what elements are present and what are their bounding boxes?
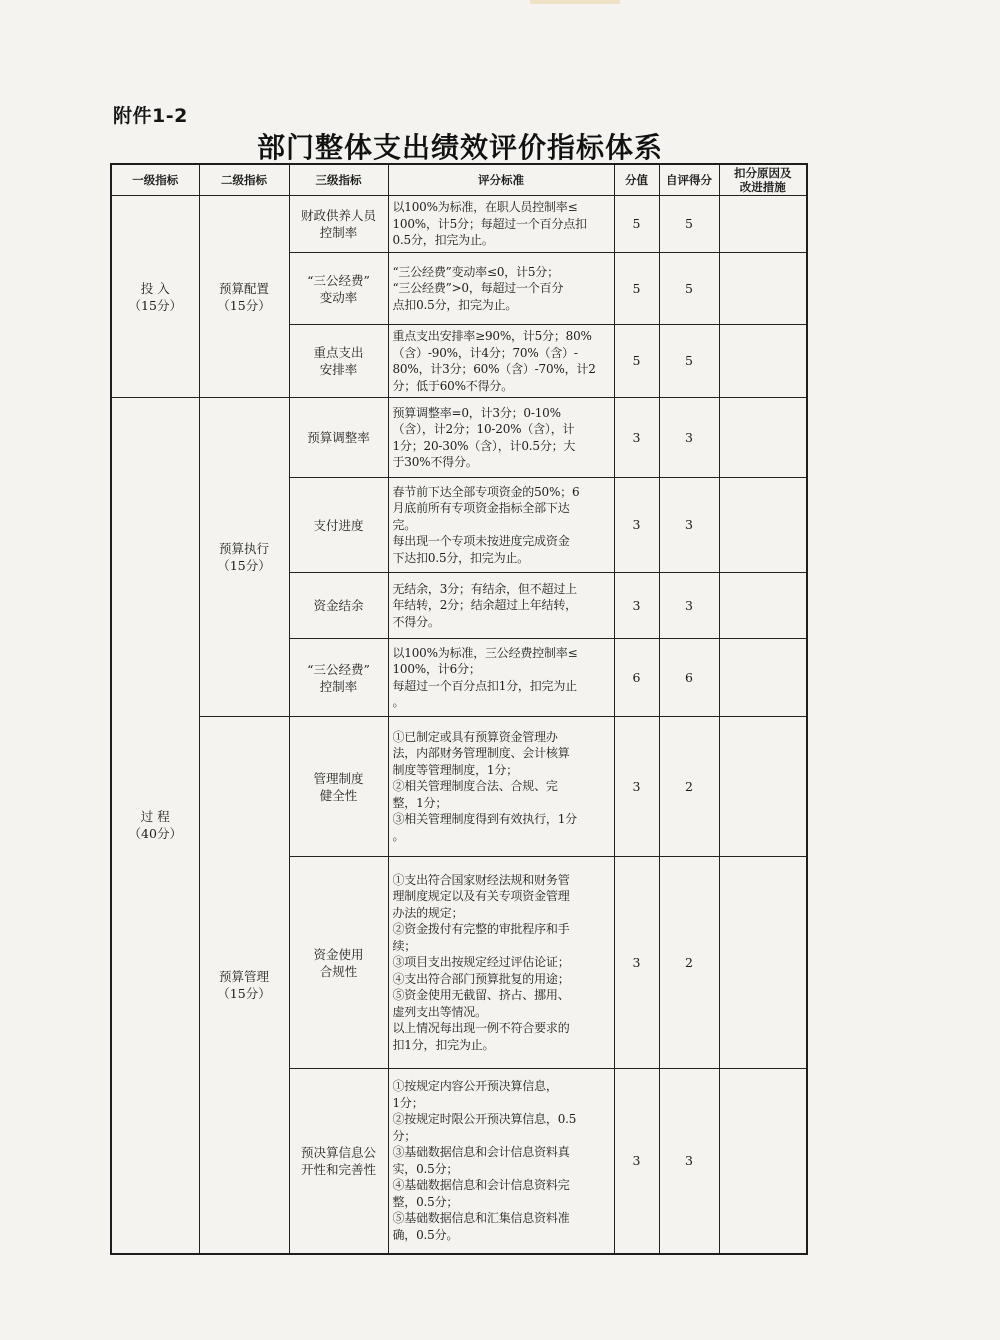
self-score-cell: 2: [659, 857, 719, 1069]
table-row: [111, 717, 807, 857]
indicator-line: 控制率: [319, 678, 358, 694]
indicator-line: 资金结余: [313, 598, 364, 613]
score-cell: 3: [614, 398, 659, 478]
criteria-line: 以100%为标准，三公经费控制率≤: [392, 645, 578, 660]
level2-cell: [199, 398, 289, 717]
criteria-line: 虚列支出等情况。: [392, 1004, 487, 1019]
indicator-cell: [289, 253, 388, 325]
self-score-cell: 3: [659, 1069, 719, 1254]
criteria-line: ④基础数据信息和会计信息资料完: [392, 1178, 570, 1193]
criteria-line: 1分；: [392, 1095, 424, 1110]
criteria-line: ③相关管理制度得到有效执行，1分: [392, 812, 577, 827]
criteria-line: 续；: [392, 938, 417, 953]
criteria-line: 100%，计6分；: [392, 662, 481, 676]
level2-cell: [199, 196, 289, 398]
criteria-line: 扣1分，扣完为止。: [392, 1037, 495, 1052]
level2-points: （15分）: [217, 297, 271, 313]
attachment-label: 附件1-2: [113, 105, 188, 127]
indicator-line: 变动率: [319, 289, 358, 305]
criteria-cell: [388, 857, 614, 1069]
score-cell: 3: [614, 478, 659, 573]
criteria-cell: [388, 398, 614, 478]
criteria-line: 于30%不得分。: [392, 455, 478, 469]
header-level1: 一级指标: [111, 164, 199, 196]
deduction-cell: [719, 398, 807, 478]
indicator-cell: [289, 196, 388, 253]
criteria-line: 办法的规定；: [392, 905, 464, 920]
header-self-score: 自评得分: [659, 164, 719, 196]
indicator-line: 开性和完善性: [300, 1161, 376, 1177]
self-score-cell: 2: [659, 717, 719, 857]
score-cell: 3: [614, 1069, 659, 1254]
indicator-line: 资金使用: [313, 946, 364, 962]
indicator-cell: [289, 857, 388, 1069]
self-score-cell: 3: [659, 478, 719, 573]
criteria-line: 无结余，3分；有结余，但不超过上: [392, 581, 577, 596]
deduction-cell: [719, 573, 807, 639]
self-score-cell: 5: [659, 325, 719, 398]
header-criteria: 评分标准: [388, 164, 614, 196]
deduction-cell: [719, 639, 807, 717]
criteria-line: （含），计2分；10-20%（含），计: [392, 422, 575, 436]
criteria-cell: [388, 717, 614, 857]
header-deduction-line1: 扣分原因及: [734, 166, 792, 180]
criteria-line: 0.5分，扣完为止。: [392, 233, 494, 248]
level2-name: 预算执行: [218, 541, 269, 556]
criteria-line: 点扣0.5分，扣完为止。: [392, 297, 518, 312]
criteria-line: 确，0.5分。: [392, 1227, 459, 1242]
indicator-cell: [289, 717, 388, 857]
score-cell: 5: [614, 196, 659, 253]
criteria-line: 分；低于60%不得分。: [392, 378, 513, 393]
deduction-cell: [719, 325, 807, 398]
criteria-line: 重点支出安排率≥90%，计5分；80%: [392, 329, 592, 343]
indicator-cell: [289, 325, 388, 398]
criteria-line: ②资金拨付有完整的审批程序和手: [392, 922, 570, 937]
criteria-line: 理制度规定以及有关专项资金管理: [392, 889, 570, 904]
indicator-line: 重点支出: [313, 345, 364, 360]
indicator-line: “三公经费”: [307, 661, 370, 677]
level1-name: 过 程: [140, 809, 170, 825]
criteria-line: ③项目支出按规定经过评估论证；: [392, 955, 570, 970]
indicator-cell: [289, 1069, 388, 1254]
criteria-line: 法，内部财务管理制度、会计核算: [392, 746, 570, 761]
score-cell: 3: [614, 857, 659, 1069]
criteria-line: 春节前下达全部专项资金的50%；6: [392, 484, 580, 499]
indicator-line: 管理制度: [313, 770, 364, 786]
scan-edge-mark: [530, 0, 620, 4]
criteria-line: 月底前所有专项资金指标全部下达: [392, 501, 570, 516]
criteria-line: 以100%为标准，在职人员控制率≤: [392, 200, 578, 215]
deduction-cell: [719, 253, 807, 325]
criteria-line: ③基础数据信息和会计信息资料真: [392, 1145, 570, 1160]
criteria-cell: [388, 325, 614, 398]
deduction-cell: [719, 478, 807, 573]
header-deduction: [719, 164, 807, 196]
level1-points: （40分）: [128, 826, 182, 842]
level1-name: 投 入: [140, 280, 170, 296]
criteria-line: 。: [392, 695, 405, 709]
indicator-cell: [289, 478, 388, 573]
criteria-line: 制度等管理制度，1分；: [392, 762, 518, 777]
criteria-line: 年结转，2分；结余超过上年结转，: [392, 598, 577, 613]
self-score-cell: 3: [659, 398, 719, 478]
criteria-line: “三公经费”变动率≤0，计5分；: [392, 264, 559, 279]
deduction-cell: [719, 196, 807, 253]
indicator-line: 支付进度: [313, 517, 364, 533]
header-row: [111, 164, 807, 196]
criteria-cell: [388, 639, 614, 717]
document-title: 部门整体支出绩效评价指标体系: [256, 131, 663, 164]
level2-points: （15分）: [217, 558, 271, 573]
criteria-line: 整，1分；: [392, 795, 448, 810]
indicator-table: [110, 163, 808, 1255]
criteria-line: 100%，计5分；每超过一个百分点扣: [392, 216, 587, 231]
indicator-line: 合规性: [319, 963, 358, 979]
indicator-line: “三公经费”: [307, 272, 370, 288]
criteria-line: （含）-90%，计4分；70%（含）-: [392, 345, 578, 360]
level2-points: （15分）: [217, 985, 271, 1001]
criteria-line: ①支出符合国家财经法规和财务管: [392, 872, 570, 887]
criteria-line: 完。: [392, 517, 417, 532]
criteria-line: 实，0.5分；: [392, 1161, 459, 1176]
level1-points: （15分）: [128, 297, 182, 313]
header-level3: 三级指标: [289, 164, 388, 196]
criteria-line: ②相关管理制度合法、合规、完: [392, 779, 558, 794]
level2-name: 预算管理: [218, 968, 269, 984]
criteria-line: 1分；20-30%（含），计0.5分；大: [392, 438, 576, 453]
criteria-line: 下达扣0.5分，扣完为止。: [392, 550, 529, 565]
criteria-cell: [388, 478, 614, 573]
header-level2: 二级指标: [199, 164, 289, 196]
criteria-line: ⑤资金使用无截留、挤占、挪用、: [392, 988, 570, 1003]
score-cell: 5: [614, 253, 659, 325]
criteria-line: 。: [392, 828, 405, 843]
criteria-line: 整，0.5分；: [392, 1194, 459, 1209]
indicator-line: 健全性: [319, 787, 358, 803]
criteria-cell: [388, 1069, 614, 1254]
table-row: [111, 398, 807, 478]
criteria-line: 预算调整率=0，计3分；0-10%: [392, 405, 561, 420]
self-score-cell: 5: [659, 253, 719, 325]
criteria-cell: [388, 253, 614, 325]
self-score-cell: 3: [659, 573, 719, 639]
criteria-line: “三公经费”>0，每超过一个百分: [392, 281, 564, 296]
criteria-line: 80%，计3分；60%（含）-70%，计2: [392, 362, 596, 376]
indicator-cell: [289, 573, 388, 639]
criteria-line: ①按规定内容公开预决算信息，: [392, 1079, 558, 1094]
score-cell: 3: [614, 573, 659, 639]
score-cell: 6: [614, 639, 659, 717]
criteria-line: 不得分。: [392, 614, 440, 629]
table-row: [111, 196, 807, 253]
indicator-line: 控制率: [319, 225, 358, 240]
level1-cell: [111, 398, 199, 1254]
criteria-line: ④支出符合部门预算批复的用途；: [392, 971, 570, 986]
header-score: 分值: [614, 164, 659, 196]
deduction-cell: [719, 717, 807, 857]
criteria-cell: [388, 573, 614, 639]
indicator-line: 财政供养人员: [300, 208, 376, 223]
criteria-line: 每超过一个百分点扣1分，扣完为止: [392, 678, 577, 693]
indicator-cell: [289, 398, 388, 478]
header-deduction-line2: 改进措施: [739, 180, 786, 194]
criteria-line: ②按规定时限公开预决算信息，0.5: [392, 1112, 577, 1127]
level1-cell: [111, 196, 199, 398]
self-score-cell: 6: [659, 639, 719, 717]
indicator-line: 预算调整率: [307, 430, 370, 445]
self-score-cell: 5: [659, 196, 719, 253]
criteria-line: 每出现一个专项未按进度完成资金: [392, 534, 570, 549]
criteria-line: ⑤基础数据信息和汇集信息资料准: [392, 1211, 570, 1226]
deduction-cell: [719, 1069, 807, 1254]
criteria-line: 以上情况每出现一例不符合要求的: [392, 1021, 570, 1036]
score-cell: 5: [614, 325, 659, 398]
indicator-line: 安排率: [319, 362, 358, 377]
level2-cell: [199, 717, 289, 1254]
score-cell: 3: [614, 717, 659, 857]
indicator-line: 预决算信息公: [300, 1144, 376, 1160]
deduction-cell: [719, 857, 807, 1069]
criteria-cell: [388, 196, 614, 253]
indicator-cell: [289, 639, 388, 717]
level2-name: 预算配置: [218, 280, 269, 296]
criteria-line: 分；: [392, 1128, 417, 1143]
criteria-line: ①已制定或具有预算资金管理办: [392, 729, 558, 744]
